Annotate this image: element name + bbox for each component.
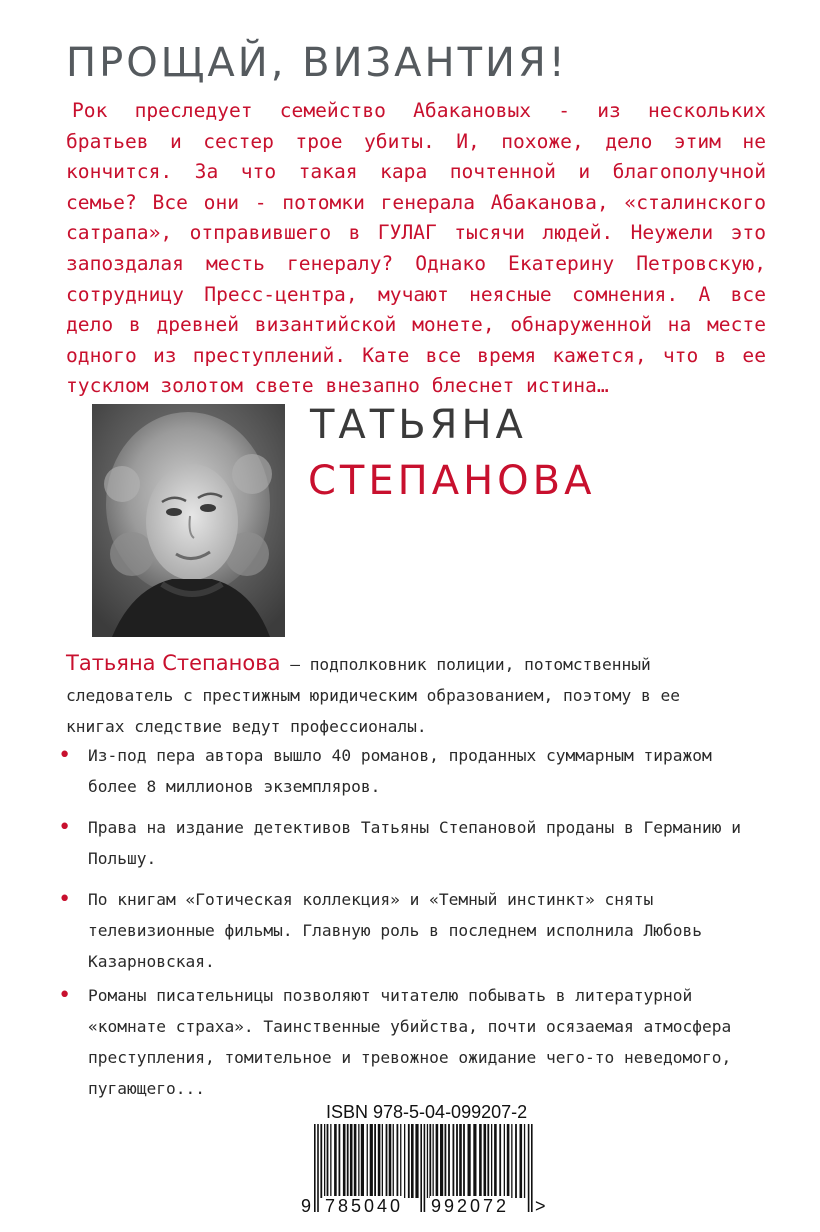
barcode-bar	[459, 1124, 462, 1198]
barcode-bar	[427, 1124, 428, 1198]
barcode-digit-end: >	[535, 1196, 546, 1216]
barcode-bar	[468, 1124, 471, 1198]
barcode-bar	[436, 1124, 439, 1198]
fact-item	[58, 812, 758, 874]
fact-item	[58, 884, 758, 977]
barcode-bar	[378, 1124, 381, 1198]
barcode-digit-first: 9	[301, 1196, 312, 1216]
fact-item	[58, 740, 758, 802]
bullet-icon: •	[58, 887, 72, 912]
barcode-bar	[520, 1124, 523, 1198]
barcode-bar	[440, 1124, 443, 1198]
barcode-digit-group-2: 992072	[431, 1196, 510, 1216]
barcode-bar	[445, 1124, 447, 1198]
barcode-bar	[408, 1124, 410, 1198]
fact-item	[58, 980, 758, 1104]
bio-author-name: Татьяна Степанова	[66, 651, 281, 675]
barcode-bar	[339, 1124, 341, 1198]
barcode-bar	[327, 1124, 329, 1198]
barcode-bar	[358, 1124, 359, 1198]
fact-text: По книгам «Готическая коллекция» и «Темный инстинкт» сняты телевизионные фильмы. Главную роль в последнем исполнила Любовь Казарновская.	[88, 890, 702, 971]
barcode-bar	[347, 1124, 349, 1198]
barcode-bar	[374, 1124, 376, 1198]
author-first-name: ТАТЬЯНА	[310, 402, 527, 448]
barcode-bar	[343, 1124, 346, 1198]
barcode-bar	[515, 1124, 517, 1198]
barcode-bar	[367, 1124, 368, 1198]
barcode-bar	[484, 1124, 487, 1198]
barcode-bar	[494, 1124, 497, 1198]
barcode-bar	[456, 1124, 458, 1198]
barcode-bar	[491, 1124, 492, 1198]
barcode-bar	[386, 1124, 388, 1198]
bio-text: — подполковник полиции, потомственный следователь с престижным юридическим образованием, поэтому в ее книгах следствие ведут профессионалы.	[66, 655, 680, 736]
barcode-bar	[415, 1124, 418, 1198]
bullet-icon: •	[58, 743, 72, 768]
barcode-bar	[361, 1124, 364, 1198]
barcode-bar	[448, 1124, 450, 1198]
barcode-bar	[330, 1124, 331, 1198]
barcode-bar	[382, 1124, 383, 1198]
fact-text: Права на издание детективов Татьяны Степановой проданы в Германию и Польшу.	[88, 818, 741, 868]
barcode-bar	[400, 1124, 401, 1198]
barcode-bar	[499, 1124, 501, 1198]
barcode-bar	[393, 1124, 394, 1198]
barcode-bar	[463, 1124, 465, 1198]
barcode-bar	[453, 1124, 455, 1198]
barcode-bar	[354, 1124, 357, 1198]
bullet-icon: •	[58, 983, 72, 1008]
isbn-label: ISBN 978-5-04-099207-2	[326, 1102, 528, 1122]
barcode-bar	[511, 1124, 512, 1198]
barcode-bar	[487, 1124, 489, 1198]
barcode-digits	[300, 1196, 550, 1218]
author-photo	[92, 404, 285, 637]
author-bio	[66, 648, 742, 742]
barcode-bar	[411, 1124, 414, 1198]
barcode-bar	[479, 1124, 482, 1198]
book-blurb: Рок преследует семейство Абакановых - из нескольких братьев и сестер трое убиты. И, похоже, дело этим не кончится. За что такая кара почтенной и благополучной семье? Все они - потомки генерала Абаканова, «сталинского сатрапа», отправившего в ГУЛАГ тысячи людей. Неужели это запоздалая месть генералу? Однако Екатерину Петровскую, сотрудницу Пресс-центра, мучают неясные сомнения. А все дело в древней византийской монете, обнаруженной на месте одного из преступлений. Кате все время кажется, что в ее тусклом золотом свете внезапно блеснет истина…	[66, 99, 766, 398]
author-last-name: СТЕПАНОВА	[308, 458, 596, 504]
bullet-icon: •	[58, 815, 72, 840]
book-title: ПРОЩАЙ, ВИЗАНТИЯ!	[66, 40, 568, 86]
barcode-bar	[370, 1124, 373, 1198]
barcode-bar	[504, 1124, 505, 1198]
fact-text: Романы писательницы позволяют читателю побывать в литературной «комнате страха». Таинственные убийства, почти осязаемая атмосфера преступления, томительное и тревожное ожидание чего-то неведомого, пугающего...	[88, 986, 732, 1098]
barcode-bar	[429, 1124, 431, 1198]
barcode-bar	[433, 1124, 434, 1198]
barcode-bar	[397, 1124, 399, 1198]
barcode-bar	[320, 1124, 322, 1198]
barcode-bar	[350, 1124, 353, 1198]
barcode-bar	[524, 1124, 525, 1198]
barcode-bar	[404, 1124, 405, 1198]
barcode-bar	[334, 1124, 337, 1198]
barcode-bar	[389, 1124, 392, 1198]
fact-text: Из-под пера автора вышло 40 романов, проданных суммарным тиражом более 8 миллионов экземпляров.	[88, 746, 712, 796]
barcode-bar	[507, 1124, 510, 1198]
barcode-bar	[473, 1124, 476, 1198]
barcode-digit-group-1: 785040	[325, 1196, 404, 1216]
barcode-bar	[324, 1124, 325, 1198]
